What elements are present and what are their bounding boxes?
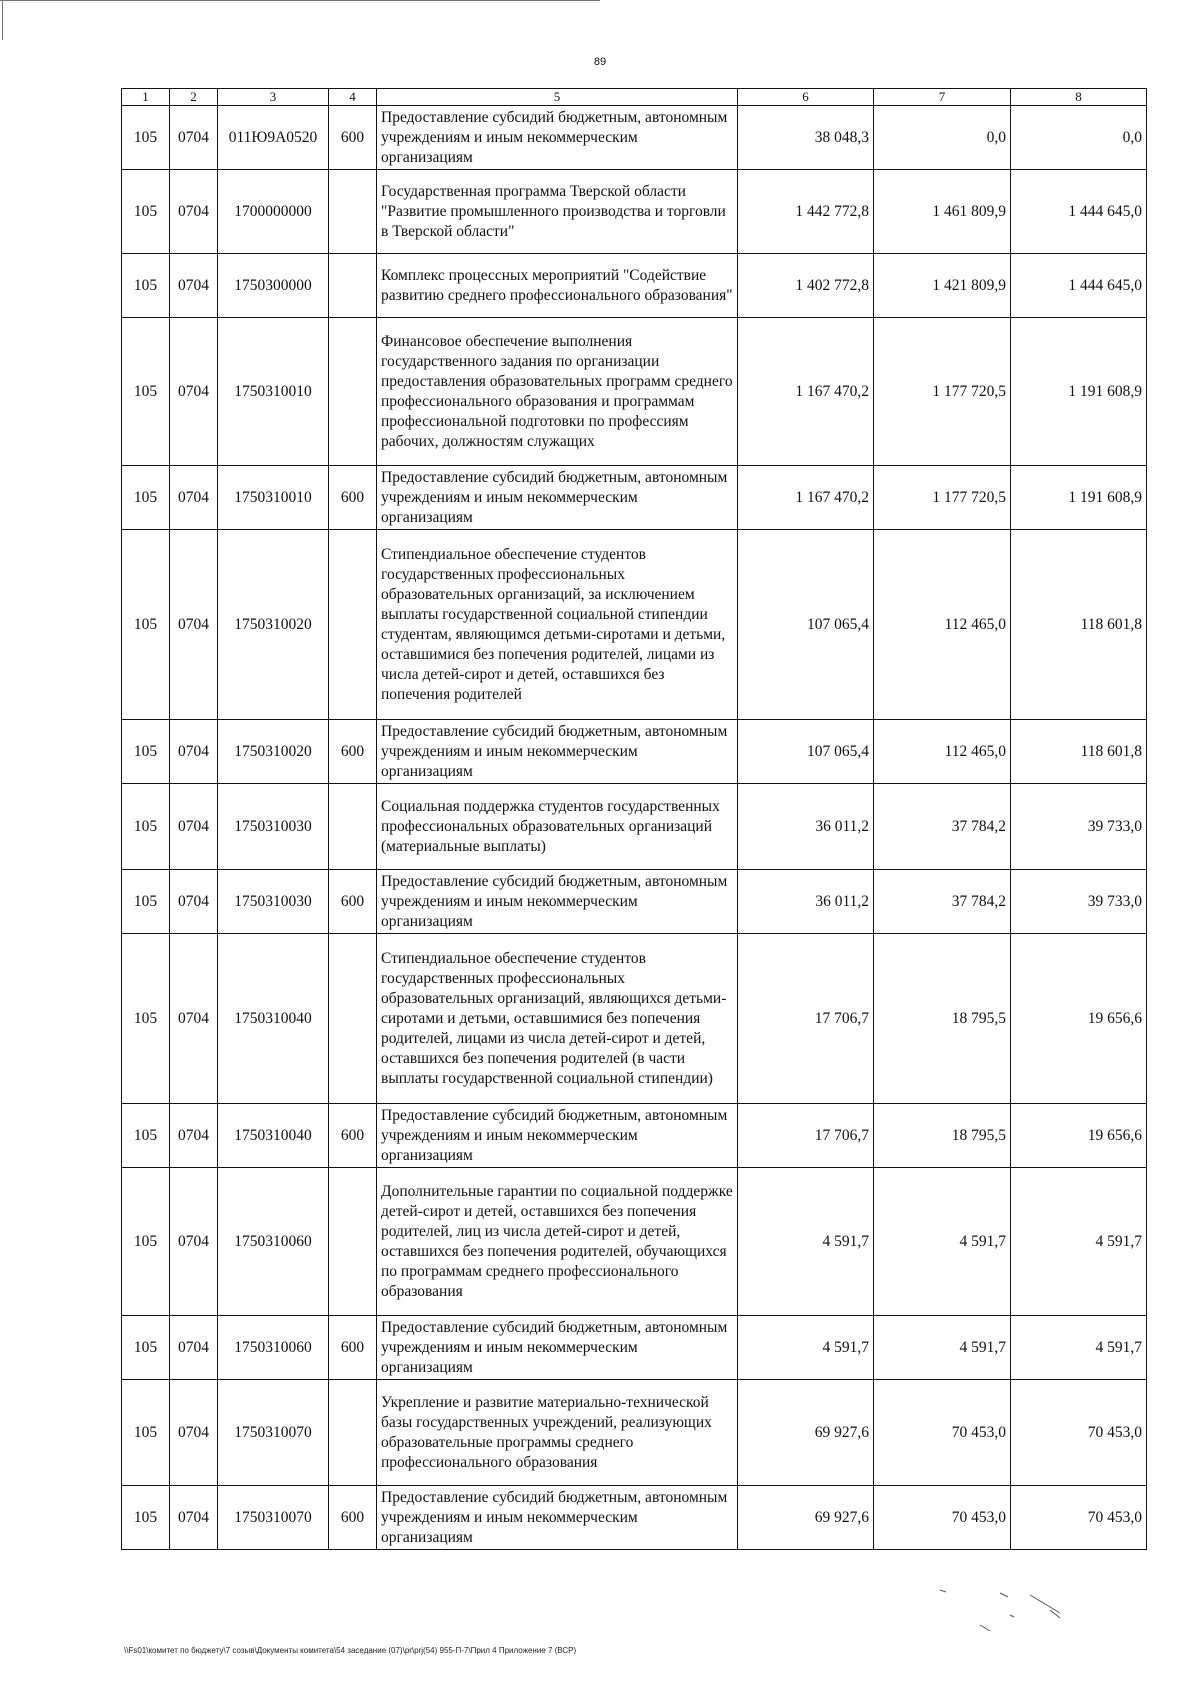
header-col-4: 4	[329, 89, 377, 106]
cell-code-3: 1700000000	[218, 170, 329, 254]
cell-code-2: 0704	[170, 318, 218, 466]
cell-value-6: 4 591,7	[738, 1168, 874, 1316]
cell-value-6: 69 927,6	[738, 1380, 874, 1486]
cell-code-1: 105	[122, 1168, 170, 1316]
cell-value-8: 1 444 645,0	[1011, 170, 1147, 254]
file-path-footer: \\Fs01\комитет по бюджету\7 созыв\Документы комитета\54 заседание (07)\pr\prj(54) 955-П-7\Прил 4 Приложение 7 (ВСР)	[124, 1646, 577, 1655]
cell-code-3: 1750310070	[218, 1486, 329, 1550]
cell-value-7: 1 177 720,5	[874, 318, 1011, 466]
cell-description: Предоставление субсидий бюджетным, автономным учреждениям и иным некоммерческим организациям	[377, 466, 738, 530]
cell-code-2: 0704	[170, 784, 218, 870]
cell-value-7: 4 591,7	[874, 1168, 1011, 1316]
header-row	[122, 89, 1147, 106]
cell-value-7: 1 421 809,9	[874, 254, 1011, 318]
cell-value-6: 69 927,6	[738, 1486, 874, 1550]
table-row	[122, 1104, 1147, 1168]
cell-value-6: 107 065,4	[738, 720, 874, 784]
cell-description: Предоставление субсидий бюджетным, автономным учреждениям и иным некоммерческим организациям	[377, 1486, 738, 1550]
table-row	[122, 934, 1147, 1104]
cell-value-8: 70 453,0	[1011, 1380, 1147, 1486]
cell-code-2: 0704	[170, 1486, 218, 1550]
cell-value-8: 39 733,0	[1011, 784, 1147, 870]
cell-value-7: 18 795,5	[874, 934, 1011, 1104]
cell-code-1: 105	[122, 106, 170, 170]
cell-code-1: 105	[122, 1380, 170, 1486]
budget-table	[121, 88, 1147, 1550]
cell-code-3: 1750310030	[218, 870, 329, 934]
cell-description: Дополнительные гарантии по социальной поддержке детей-сирот и детей, оставшихся без попечения родителей, лиц из числа детей-сирот и детей, оставшихся без попечения родителей, обучающихся по программам среднего профессионального образования	[377, 1168, 738, 1316]
cell-code-1: 105	[122, 870, 170, 934]
cell-value-7: 1 461 809,9	[874, 170, 1011, 254]
cell-code-4	[329, 254, 377, 318]
cell-code-4: 600	[329, 1316, 377, 1380]
cell-value-7: 70 453,0	[874, 1486, 1011, 1550]
scan-edge-left	[2, 0, 3, 40]
cell-code-2: 0704	[170, 870, 218, 934]
header-col-8: 8	[1011, 89, 1147, 106]
cell-code-3: 011Ю9А0520	[218, 106, 329, 170]
cell-value-7: 112 465,0	[874, 530, 1011, 720]
cell-description: Стипендиальное обеспечение студентов государственных профессиональных образовательных организаций, за исключением выплаты государственной социальной стипендии студентам, являющимся детьми-сиротами и детьми, оставшимися без попечения родителей, лицами из числа детей-сирот и детей, оставшихся без попечения родителей	[377, 530, 738, 720]
cell-value-8: 118 601,8	[1011, 530, 1147, 720]
table-row	[122, 530, 1147, 720]
cell-value-7: 4 591,7	[874, 1316, 1011, 1380]
cell-code-4	[329, 530, 377, 720]
cell-code-4	[329, 1380, 377, 1486]
cell-code-2: 0704	[170, 530, 218, 720]
cell-value-7: 70 453,0	[874, 1380, 1011, 1486]
cell-code-3: 1750310060	[218, 1168, 329, 1316]
table-row	[122, 106, 1147, 170]
cell-description: Финансовое обеспечение выполнения государственного задания по организации предоставления образовательных программ среднего профессионального образования и программам профессиональной подготовки по профессиям рабочих, должностям служащих	[377, 318, 738, 466]
cell-code-1: 105	[122, 934, 170, 1104]
cell-description: Социальная поддержка студентов государственных профессиональных образовательных организаций (материальные выплаты)	[377, 784, 738, 870]
header-col-2: 2	[170, 89, 218, 106]
cell-description: Стипендиальное обеспечение студентов государственных профессиональных образовательных организаций, являющихся детьми-сиротами и детьми, оставшимися без попечения родителей, лицами из числа детей-сирот и детей, оставшихся без попечения родителей (в части выплаты государственной социальной стипендии)	[377, 934, 738, 1104]
cell-code-1: 105	[122, 530, 170, 720]
scan-edge-top	[0, 0, 600, 1]
cell-code-2: 0704	[170, 1380, 218, 1486]
cell-value-8: 4 591,7	[1011, 1316, 1147, 1380]
cell-code-4: 600	[329, 1104, 377, 1168]
cell-code-4: 600	[329, 870, 377, 934]
header-col-3: 3	[218, 89, 329, 106]
cell-code-2: 0704	[170, 934, 218, 1104]
cell-code-2: 0704	[170, 466, 218, 530]
table-row	[122, 870, 1147, 934]
cell-code-4: 600	[329, 720, 377, 784]
table-row	[122, 1486, 1147, 1550]
cell-value-6: 36 011,2	[738, 784, 874, 870]
cell-description: Предоставление субсидий бюджетным, автономным учреждениям и иным некоммерческим организациям	[377, 720, 738, 784]
cell-value-7: 1 177 720,5	[874, 466, 1011, 530]
cell-code-3: 1750310030	[218, 784, 329, 870]
table-row	[122, 1316, 1147, 1380]
cell-value-6: 1 167 470,2	[738, 318, 874, 466]
cell-code-1: 105	[122, 466, 170, 530]
cell-description: Укрепление и развитие материально-технической базы государственных учреждений, реализующих образовательные программы среднего профессионального образования	[377, 1380, 738, 1486]
table-row	[122, 318, 1147, 466]
cell-value-6: 38 048,3	[738, 106, 874, 170]
cell-code-4	[329, 318, 377, 466]
cell-code-4: 600	[329, 1486, 377, 1550]
cell-value-6: 36 011,2	[738, 870, 874, 934]
cell-code-4: 600	[329, 466, 377, 530]
cell-code-4: 600	[329, 106, 377, 170]
cell-value-6: 1 167 470,2	[738, 466, 874, 530]
cell-description: Предоставление субсидий бюджетным, автономным учреждениям и иным некоммерческим организациям	[377, 1104, 738, 1168]
cell-value-8: 39 733,0	[1011, 870, 1147, 934]
cell-code-3: 1750310020	[218, 530, 329, 720]
cell-code-3: 1750310040	[218, 1104, 329, 1168]
table-row	[122, 784, 1147, 870]
cell-code-1: 105	[122, 1486, 170, 1550]
cell-code-2: 0704	[170, 1168, 218, 1316]
cell-code-2: 0704	[170, 720, 218, 784]
cell-code-3: 1750310010	[218, 318, 329, 466]
cell-code-2: 0704	[170, 254, 218, 318]
cell-code-3: 1750310020	[218, 720, 329, 784]
cell-value-8: 118 601,8	[1011, 720, 1147, 784]
cell-code-2: 0704	[170, 106, 218, 170]
cell-code-4	[329, 934, 377, 1104]
cell-code-4	[329, 1168, 377, 1316]
cell-code-3: 1750310070	[218, 1380, 329, 1486]
cell-code-2: 0704	[170, 1316, 218, 1380]
cell-value-6: 17 706,7	[738, 1104, 874, 1168]
cell-value-8: 70 453,0	[1011, 1486, 1147, 1550]
table-row	[122, 170, 1147, 254]
cell-description: Предоставление субсидий бюджетным, автономным учреждениям и иным некоммерческим организациям	[377, 870, 738, 934]
header-col-7: 7	[874, 89, 1011, 106]
header-col-1: 1	[122, 89, 170, 106]
page-number: 89	[593, 56, 607, 68]
cell-description: Государственная программа Тверской области "Развитие промышленного производства и торговли в Тверской области"	[377, 170, 738, 254]
header-col-5: 5	[377, 89, 738, 106]
cell-value-6: 1 402 772,8	[738, 254, 874, 318]
cell-value-7: 0,0	[874, 106, 1011, 170]
table-row	[122, 1168, 1147, 1316]
cell-value-7: 112 465,0	[874, 720, 1011, 784]
cell-code-1: 105	[122, 1104, 170, 1168]
cell-code-1: 105	[122, 318, 170, 466]
cell-code-2: 0704	[170, 1104, 218, 1168]
cell-code-1: 105	[122, 254, 170, 318]
cell-value-8: 1 444 645,0	[1011, 254, 1147, 318]
cell-description: Предоставление субсидий бюджетным, автономным учреждениям и иным некоммерческим организациям	[377, 106, 738, 170]
cell-code-3: 1750310010	[218, 466, 329, 530]
cell-value-8: 4 591,7	[1011, 1168, 1147, 1316]
cell-value-6: 107 065,4	[738, 530, 874, 720]
cell-value-6: 4 591,7	[738, 1316, 874, 1380]
cell-value-8: 0,0	[1011, 106, 1147, 170]
cell-code-4	[329, 784, 377, 870]
cell-code-1: 105	[122, 784, 170, 870]
cell-code-3: 1750310040	[218, 934, 329, 1104]
cell-value-8: 19 656,6	[1011, 1104, 1147, 1168]
cell-code-1: 105	[122, 720, 170, 784]
handwritten-marks	[930, 1585, 1090, 1645]
header-col-6: 6	[738, 89, 874, 106]
cell-value-8: 1 191 608,9	[1011, 318, 1147, 466]
table-row	[122, 466, 1147, 530]
table-row	[122, 1380, 1147, 1486]
cell-value-8: 19 656,6	[1011, 934, 1147, 1104]
cell-value-8: 1 191 608,9	[1011, 466, 1147, 530]
cell-code-3: 1750310060	[218, 1316, 329, 1380]
cell-code-1: 105	[122, 1316, 170, 1380]
cell-value-7: 37 784,2	[874, 870, 1011, 934]
cell-code-3: 1750300000	[218, 254, 329, 318]
table-row	[122, 720, 1147, 784]
cell-code-2: 0704	[170, 170, 218, 254]
cell-value-6: 17 706,7	[738, 934, 874, 1104]
table-body	[122, 106, 1147, 1550]
cell-code-4	[329, 170, 377, 254]
table-row	[122, 254, 1147, 318]
cell-description: Комплекс процессных мероприятий "Содействие развитию среднего профессионального образования"	[377, 254, 738, 318]
cell-description: Предоставление субсидий бюджетным, автономным учреждениям и иным некоммерческим организациям	[377, 1316, 738, 1380]
cell-code-1: 105	[122, 170, 170, 254]
cell-value-7: 37 784,2	[874, 784, 1011, 870]
cell-value-6: 1 442 772,8	[738, 170, 874, 254]
cell-value-7: 18 795,5	[874, 1104, 1011, 1168]
